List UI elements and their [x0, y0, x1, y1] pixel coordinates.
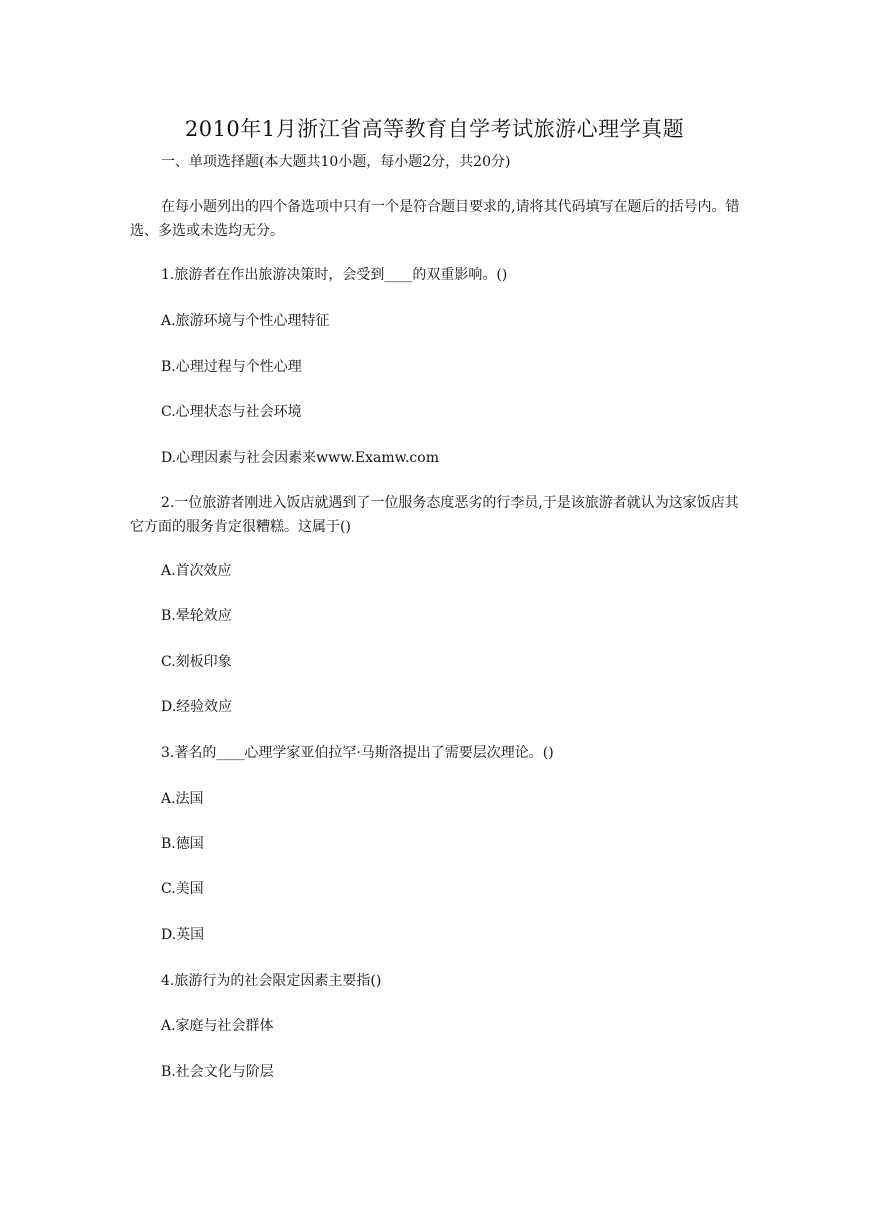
document-title: 2010年1月浙江省高等教育自学考试旅游心理学真题 [184, 117, 685, 141]
question-1-option-a: A.旅游环境与个性心理特征 [161, 313, 330, 329]
question-1-option-d: D.心理因素与社会因素来www.Examw.com [161, 450, 439, 466]
question-2-option-a: A.首次效应 [161, 563, 232, 579]
question-3-option-b: B.德国 [161, 836, 204, 852]
question-2-option-d: D.经验效应 [161, 699, 233, 715]
question-2-stem: 2.一位旅游者刚进入饭店就遇到了一位服务态度恶劣的行李员,于是该旅游者就认为这家饭店其它方面的服务肯定很糟糕。这属于() [130, 495, 739, 535]
instructions-paragraph: 在每小题列出的四个备选项中只有一个是符合题目要求的,请将其代码填写在题后的括号内。错选、多选或未选均无分。 [130, 199, 740, 239]
question-2-option-c: C.刻板印象 [161, 654, 232, 670]
question-2-option-b: B.晕轮效应 [161, 608, 232, 624]
question-1-option-c: C.心理状态与社会环境 [161, 404, 302, 420]
question-3-option-a: A.法国 [161, 791, 204, 807]
question-4-stem: 4.旅游行为的社会限定因素主要指() [161, 973, 382, 989]
question-1-option-b: B.心理过程与个性心理 [161, 359, 302, 375]
question-3-option-d: D.英国 [161, 927, 205, 943]
question-1-stem: 1.旅游者在作出旅游决策时，会受到____的双重影响。() [161, 267, 508, 283]
question-3-stem: 3.著名的____心理学家亚伯拉罕·马斯洛提出了需要层次理论。() [161, 745, 554, 761]
section-heading: 一、单项选择题(本大题共10小题，每小题2分，共20分) [161, 154, 511, 170]
question-4-option-b: B.社会文化与阶层 [161, 1064, 274, 1080]
question-4-option-a: A.家庭与社会群体 [161, 1018, 274, 1034]
question-3-option-c: C.美国 [161, 881, 204, 897]
